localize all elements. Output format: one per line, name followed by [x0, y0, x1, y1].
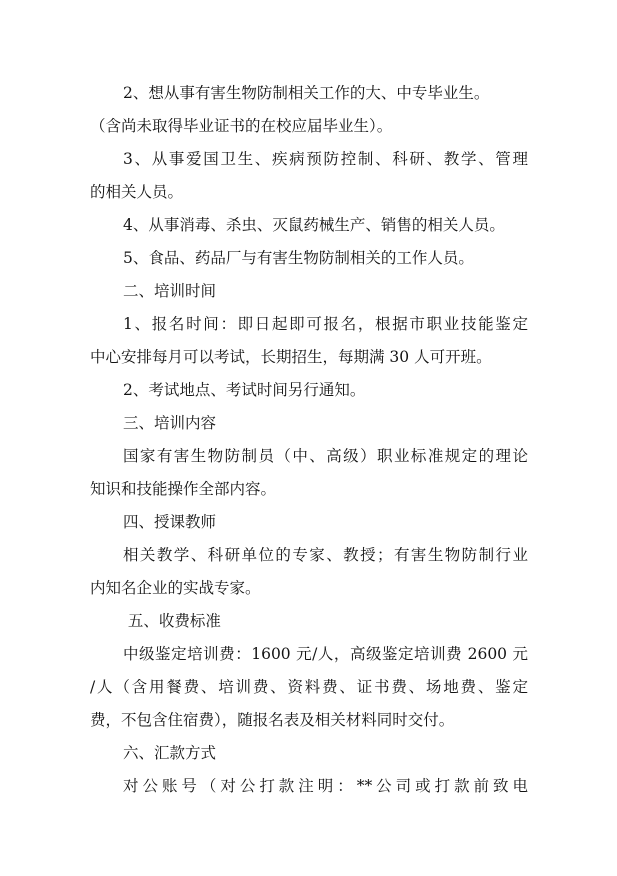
- list-item-5: 5、食品、药品厂与有害生物防制相关的工作人员。: [123, 249, 474, 267]
- list-item-2-note: （含尚未取得毕业证书的在校应届毕业生）。: [90, 117, 393, 135]
- section-heading-training-time: 二、培训时间: [123, 282, 217, 300]
- section-heading-training-content: 三、培训内容: [123, 414, 217, 432]
- paragraph-registration: 1、报名时间：即日起即可报名，根据市职业技能鉴定: [123, 315, 528, 333]
- section-heading-fees: 五、收费标准: [123, 612, 221, 630]
- paragraph-fees-cont: /人（含用餐费、培训费、资料费、证书费、场地费、鉴定: [90, 678, 528, 696]
- list-item-3-cont: 的相关人员。: [90, 183, 184, 201]
- section-heading-teachers: 四、授课教师: [123, 513, 217, 531]
- section-heading-payment: 六、汇款方式: [123, 744, 217, 762]
- paragraph-teachers: 相关教学、科研单位的专家、教授；有害生物防制行业: [123, 546, 528, 564]
- paragraph-teachers-cont: 内知名企业的实战专家。: [90, 579, 261, 597]
- list-item-3: 3、从事爱国卫生、疾病预防控制、科研、教学、管理: [123, 150, 528, 168]
- list-item-4: 4、从事消毒、杀虫、灭鼠药械生产、销售的相关人员。: [123, 216, 505, 234]
- list-item-2: 2、想从事有害生物防制相关工作的大、中专毕业生。: [123, 84, 490, 102]
- paragraph-content: 国家有害生物防制员（中、高级）职业标准规定的理论: [123, 447, 528, 465]
- paragraph-fees-end: 费，不包含住宿费），随报名表及相关材料同时交付。: [90, 711, 455, 729]
- paragraph-exam-notice: 2、考试地点、考试时间另行通知。: [123, 381, 366, 399]
- paragraph-fees: 中级鉴定培训费：1600 元/人，高级鉴定培训费 2600 元: [123, 645, 528, 663]
- paragraph-payment: 对公账号（对公打款注明：**公司或打款前致电: [123, 777, 528, 795]
- paragraph-registration-cont: 中心安排每月可以考试，长期招生，每期满 30 人可开班。: [90, 348, 492, 366]
- paragraph-content-cont: 知识和技能操作全部内容。: [90, 480, 277, 498]
